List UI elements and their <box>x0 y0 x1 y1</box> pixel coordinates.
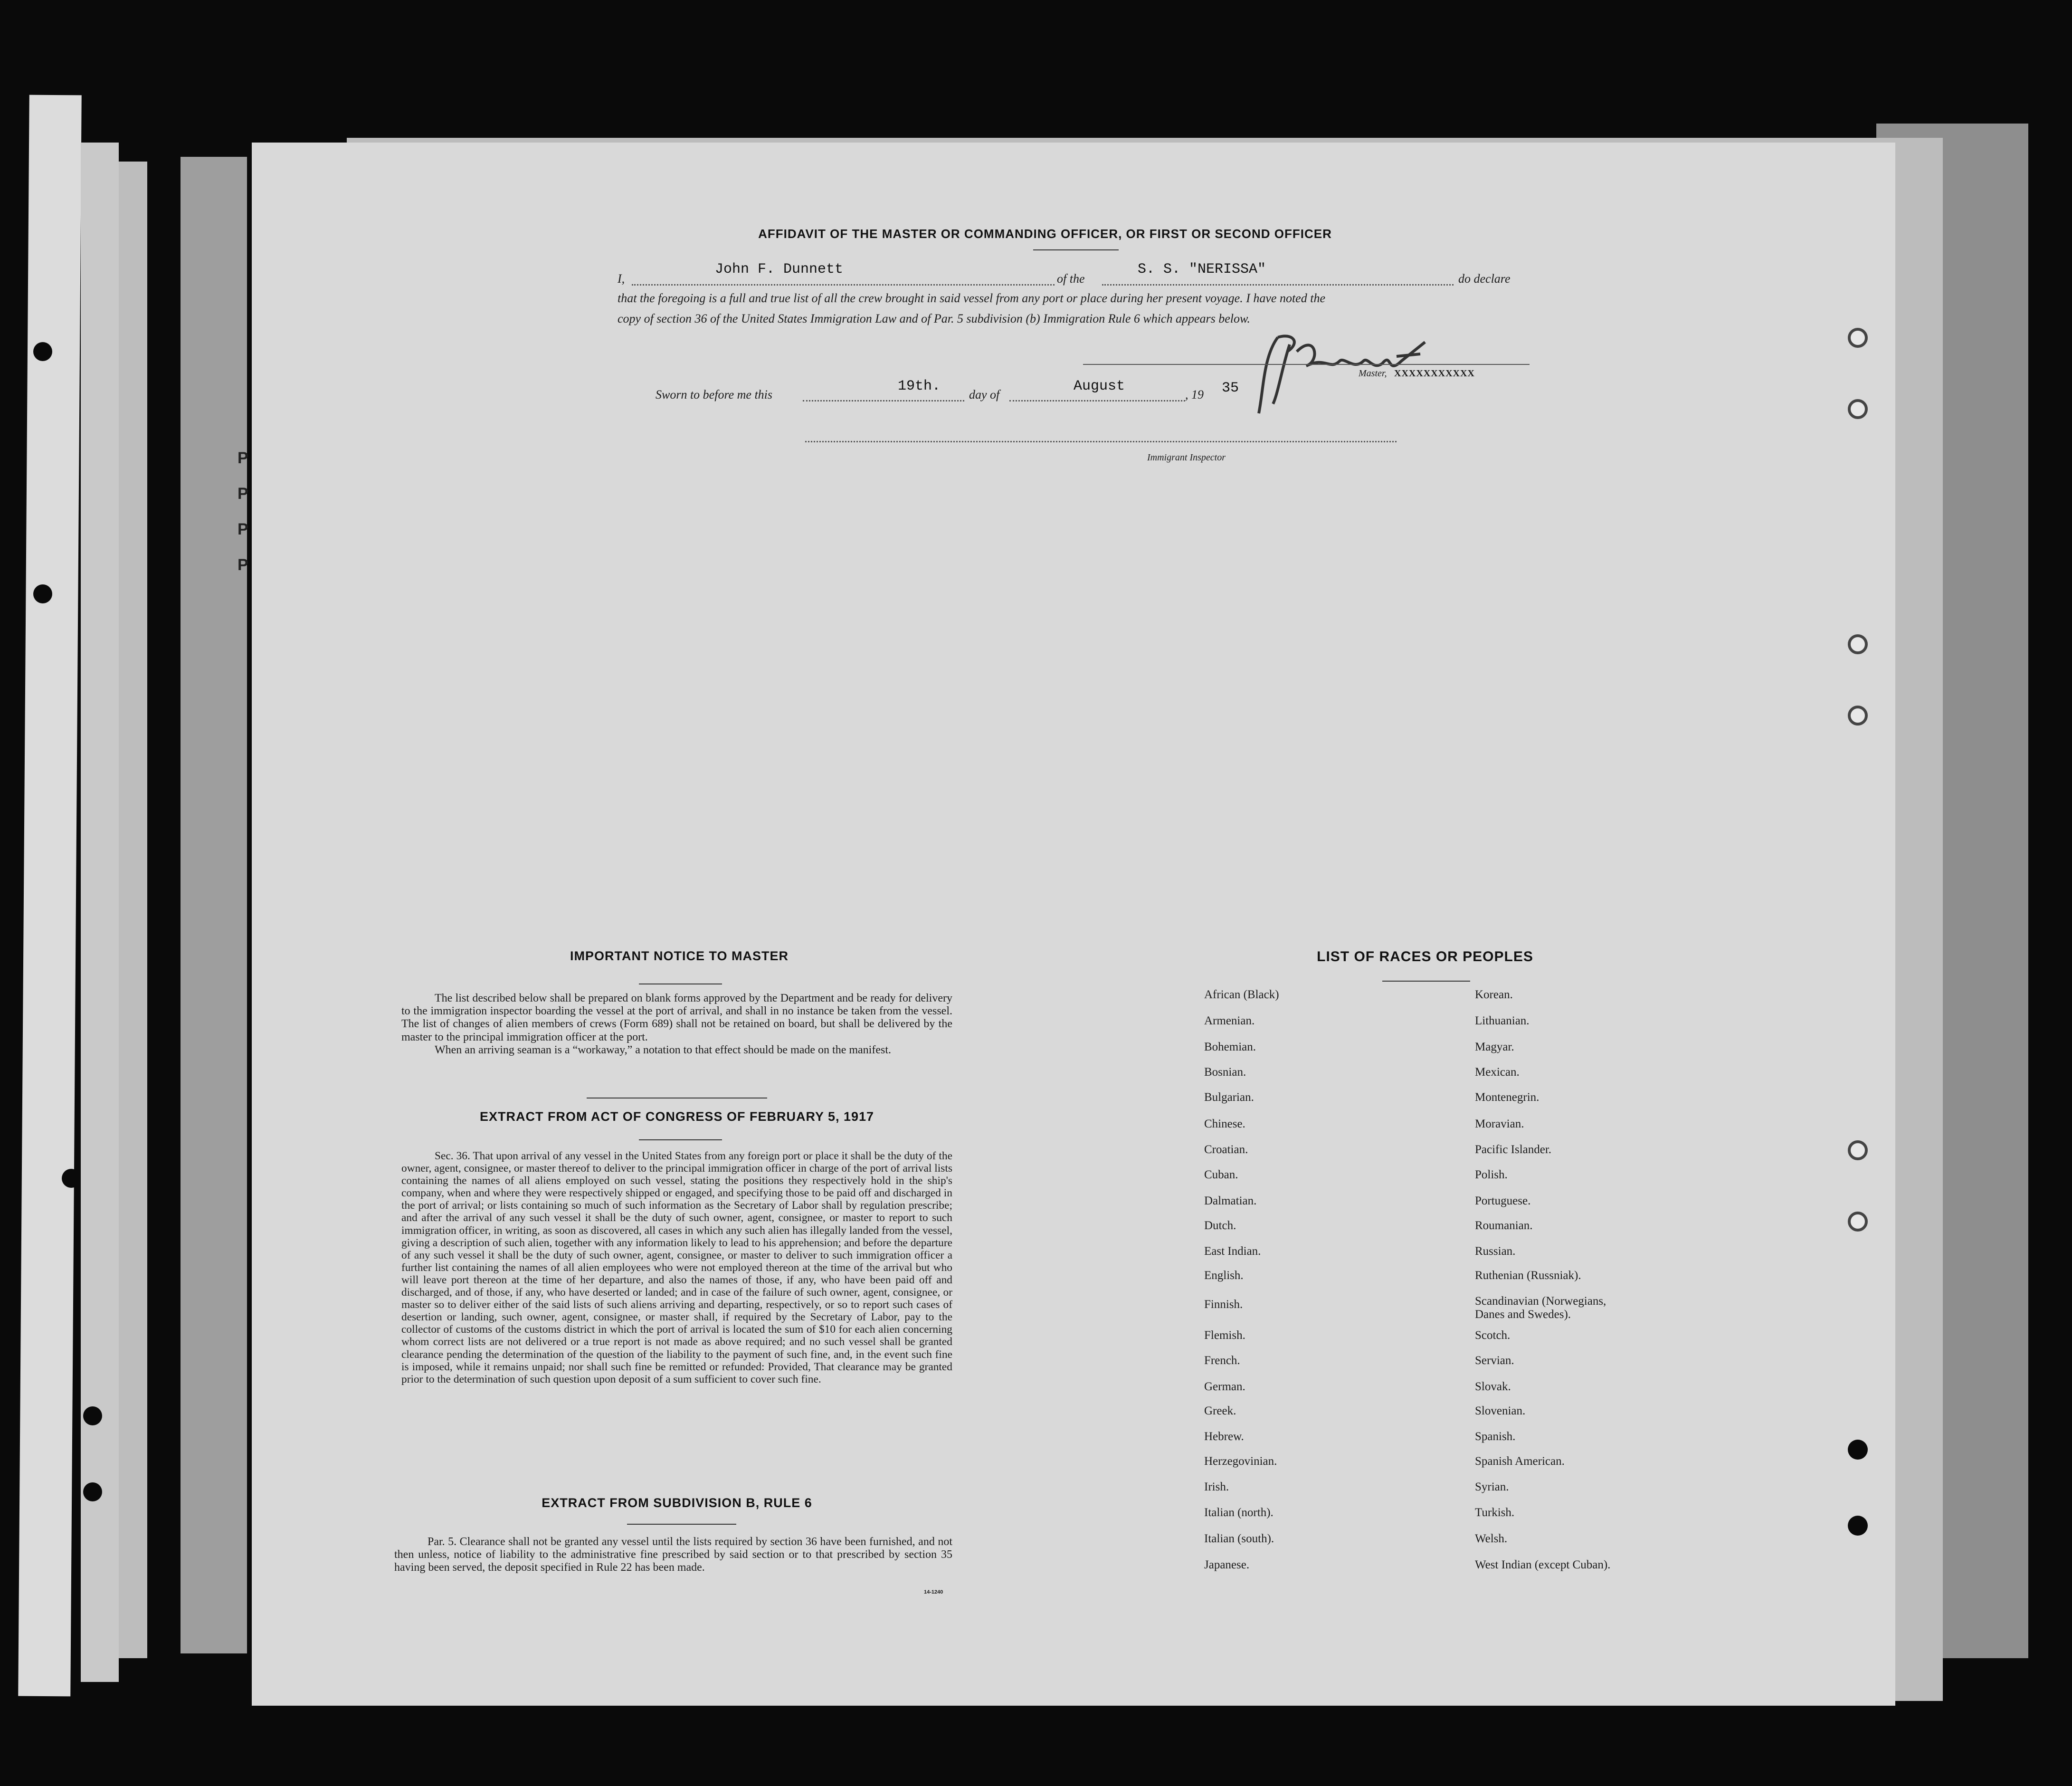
race-item: Moravian. <box>1475 1117 1524 1130</box>
sworn-label: Sworn to before me this <box>656 388 773 401</box>
race-item: Spanish. <box>1475 1430 1516 1443</box>
divider <box>627 1524 736 1525</box>
race-item: Slovenian. <box>1475 1404 1526 1417</box>
race-item: French. <box>1204 1354 1240 1367</box>
sworn-month-line <box>1009 400 1185 401</box>
master-name: John F. Dunnett <box>715 261 844 277</box>
race-item: German. <box>1204 1380 1245 1393</box>
affidavit-line-3: copy of section 36 of the United States Immigration Law and of Par. 5 subdivision (b) Immigration Rule 6 which appears below. <box>618 312 1250 325</box>
affidavit-prefix: I, <box>618 272 625 286</box>
race-item: Servian. <box>1475 1354 1514 1367</box>
of-the-label: of the <box>1057 272 1085 286</box>
notice-paragraph: The list described below shall be prepared on blank forms approved by the Department and be ready for delivery to the immigration inspector boarding the vessel at the port of arrival, and shall in no instance be taken from the vessel. The list of changes of alien members of crews (Form 689) shall not be retained on board, but shall be delivered by the master to the principal immigration officer at the port. <box>401 992 952 1043</box>
race-item: Croatian. <box>1204 1143 1248 1156</box>
binder-edge-page <box>81 143 119 1682</box>
binder-ring <box>1848 399 1868 419</box>
punch-hole <box>62 1169 81 1188</box>
race-item: Russian. <box>1475 1245 1516 1258</box>
rule-extract-title: EXTRACT FROM SUBDIVISION B, RULE 6 <box>542 1496 812 1510</box>
binder-ring <box>1848 634 1868 654</box>
underlying-page-letter: P <box>238 449 248 467</box>
race-item: Dalmatian. <box>1204 1194 1257 1207</box>
race-item: Welsh. <box>1475 1532 1508 1545</box>
race-item: Irish. <box>1204 1480 1229 1493</box>
race-item: Slovak. <box>1475 1380 1511 1393</box>
race-item: West Indian (except Cuban). <box>1475 1558 1611 1571</box>
sworn-month: August <box>1074 378 1125 394</box>
race-item: Scotch. <box>1475 1329 1511 1342</box>
binder-ring <box>1848 1212 1868 1232</box>
signature-line <box>1083 364 1530 365</box>
race-item: Chinese. <box>1204 1117 1245 1130</box>
race-item: Greek. <box>1204 1404 1236 1417</box>
affidavit-line-2: that the foregoing is a full and true list of all the crew brought in said vessel from any port or place during her present voyage. I have noted the <box>618 291 1325 305</box>
race-item: Hebrew. <box>1204 1430 1244 1443</box>
act-extract-title: EXTRACT FROM ACT OF CONGRESS OF FEBRUARY 5, 1917 <box>479 1109 874 1124</box>
race-item: Scandinavian (Norwegians, Danes and Swedes). <box>1475 1295 1606 1321</box>
race-item: Bulgarian. <box>1204 1091 1254 1104</box>
race-item: Pacific Islander. <box>1475 1143 1552 1156</box>
underlying-page <box>181 157 247 1653</box>
notice-title: IMPORTANT NOTICE TO MASTER <box>570 949 789 963</box>
race-item: Italian (south). <box>1204 1532 1274 1545</box>
notice-paragraph: When an arriving seaman is a “workaway,” a notation to that effect should be made on the manifest. <box>435 1043 891 1056</box>
race-item: English. <box>1204 1269 1244 1282</box>
race-item: Flemish. <box>1204 1329 1245 1342</box>
race-item: African (Black) <box>1204 988 1279 1001</box>
divider <box>1033 249 1119 250</box>
race-item: Bohemian. <box>1204 1041 1256 1053</box>
race-item: Bosnian. <box>1204 1066 1246 1079</box>
day-of-label: day of <box>969 388 1000 401</box>
affidavit-page <box>252 143 1895 1706</box>
races-title: LIST OF RACES OR PEOPLES <box>1317 949 1533 965</box>
year-suffix: 35 <box>1222 380 1239 396</box>
punch-hole <box>1848 1516 1868 1536</box>
race-item: Herzegovinian. <box>1204 1455 1277 1468</box>
binder-edge-page <box>119 162 147 1658</box>
affidavit-title: AFFIDAVIT OF THE MASTER OR COMMANDING OFFICER, OR FIRST OR SECOND OFFICER <box>758 227 1332 241</box>
race-item: Montenegrin. <box>1475 1091 1540 1104</box>
race-item: Cuban. <box>1204 1168 1238 1181</box>
year-prefix: , 19 <box>1185 388 1204 401</box>
underlying-page-letter: P <box>238 485 248 503</box>
race-item: Magyar. <box>1475 1041 1514 1053</box>
race-item: Finnish. <box>1204 1298 1243 1311</box>
race-item: Syrian. <box>1475 1480 1509 1493</box>
race-item: Polish. <box>1475 1168 1508 1181</box>
punch-hole <box>33 342 52 361</box>
binder-edge-page <box>18 95 82 1697</box>
form-number: 14-1240 <box>924 1589 943 1595</box>
punch-hole <box>83 1482 102 1501</box>
rule-extract-text: Par. 5. Clearance shall not be granted any vessel until the lists required by section 36 have been furnished, and not then unless, notice of liability to the administrative fine prescribed by said section or to that prescribed by section 35 having been served, the deposit specified in Rule 22 has been made. <box>394 1536 952 1574</box>
sworn-day: 19th. <box>898 378 941 394</box>
race-item: Roumanian. <box>1475 1219 1533 1232</box>
race-item: Mexican. <box>1475 1066 1520 1079</box>
act-extract-text: Sec. 36. That upon arrival of any vessel in the United States from any foreign port or place it shall be the duty of the owner, agent, consignee, or master thereof to deliver to the principal immigration officer in charge of the port of arrival lists containing the names of all aliens employed on such vessel, stating the positions they respectively hold in the ship's company, when and where they were respectively shipped or engaged, and specifying those to be paid off and discharged in the port of arrival; or lists containing so much of such information as the Secretary of Labor shall by regulation prescribe; and after the arrival of any such vessel it shall be the duty of such owner, agent, consignee, or master to report to such immigration officer, in writing, as soon as discovered, all cases in which any such alien has illegally landed from the vessel, giving a description of such alien, together with any information likely to lead to his apprehension; and before the departure of any such vessel it shall be the duty of such owner, agent, consignee, or master to deliver to such immigration officer a further list containing the names of all alien employees who were not employed thereon at the time of the arrival but who will leave port thereon at the time of her departure, and also the names of those, if any, who have been paid off and discharged, and of those, if any, who have deserted or landed; and in case of the failure of such owner, agent, consignee, or master so to deliver either of the said lists of such aliens arriving and departing, respectively, or so to report such cases of desertion or landing, such owner, agent, consignee, or master shall, if required by the Secretary of Labor, pay to the collector of customs of the customs district in which the port of arrival is located the sum of $10 for each alien concerning whom correct lists are not delivered or a true report is not made as above required; and no such vessel shall be granted clearance pending the determination of the question of the liability to the payment of such fine, and, in the event such fine is imposed, while it remains unpaid; nor shall such fine be remitted or refunded: Provided, That clearance may be granted prior to the determination of such question upon deposit of a sum sufficient to cover such fine. <box>401 1150 952 1385</box>
sworn-day-line <box>803 400 964 401</box>
do-declare-label: do declare <box>1458 272 1511 286</box>
binder-ring <box>1848 328 1868 348</box>
inspector-signature-line <box>805 441 1397 442</box>
master-label: Master, <box>1359 368 1387 379</box>
binder-ring <box>1848 706 1868 726</box>
race-item: Dutch. <box>1204 1219 1236 1232</box>
notice-body <box>401 992 952 1057</box>
race-item: East Indian. <box>1204 1245 1261 1258</box>
race-item: Portuguese. <box>1475 1194 1531 1207</box>
punch-hole <box>83 1406 102 1425</box>
divider <box>1382 981 1470 982</box>
underlying-page-letter: P <box>238 520 248 538</box>
punch-hole <box>1848 1440 1868 1460</box>
binder-ring <box>1848 1140 1868 1160</box>
vessel-name-line <box>1102 284 1454 286</box>
race-item: Ruthenian (Russniak). <box>1475 1269 1581 1282</box>
struck-title: XXXXXXXXXXX <box>1394 368 1475 379</box>
race-item: Korean. <box>1475 988 1513 1001</box>
race-item: Spanish American. <box>1475 1455 1565 1468</box>
master-name-line <box>632 284 1055 286</box>
divider <box>639 1139 722 1140</box>
punch-hole <box>33 584 52 603</box>
inspector-label: Immigrant Inspector <box>1147 452 1226 463</box>
underlying-page-letter: P <box>238 556 248 574</box>
race-item: Lithuanian. <box>1475 1014 1530 1027</box>
rule-extract-body <box>394 1536 952 1575</box>
race-item: Italian (north). <box>1204 1506 1274 1519</box>
race-item: Turkish. <box>1475 1506 1515 1519</box>
act-extract-body <box>401 1150 952 1385</box>
race-item: Armenian. <box>1204 1014 1255 1027</box>
vessel-name: S. S. "NERISSA" <box>1138 261 1266 277</box>
race-item: Japanese. <box>1204 1558 1250 1571</box>
